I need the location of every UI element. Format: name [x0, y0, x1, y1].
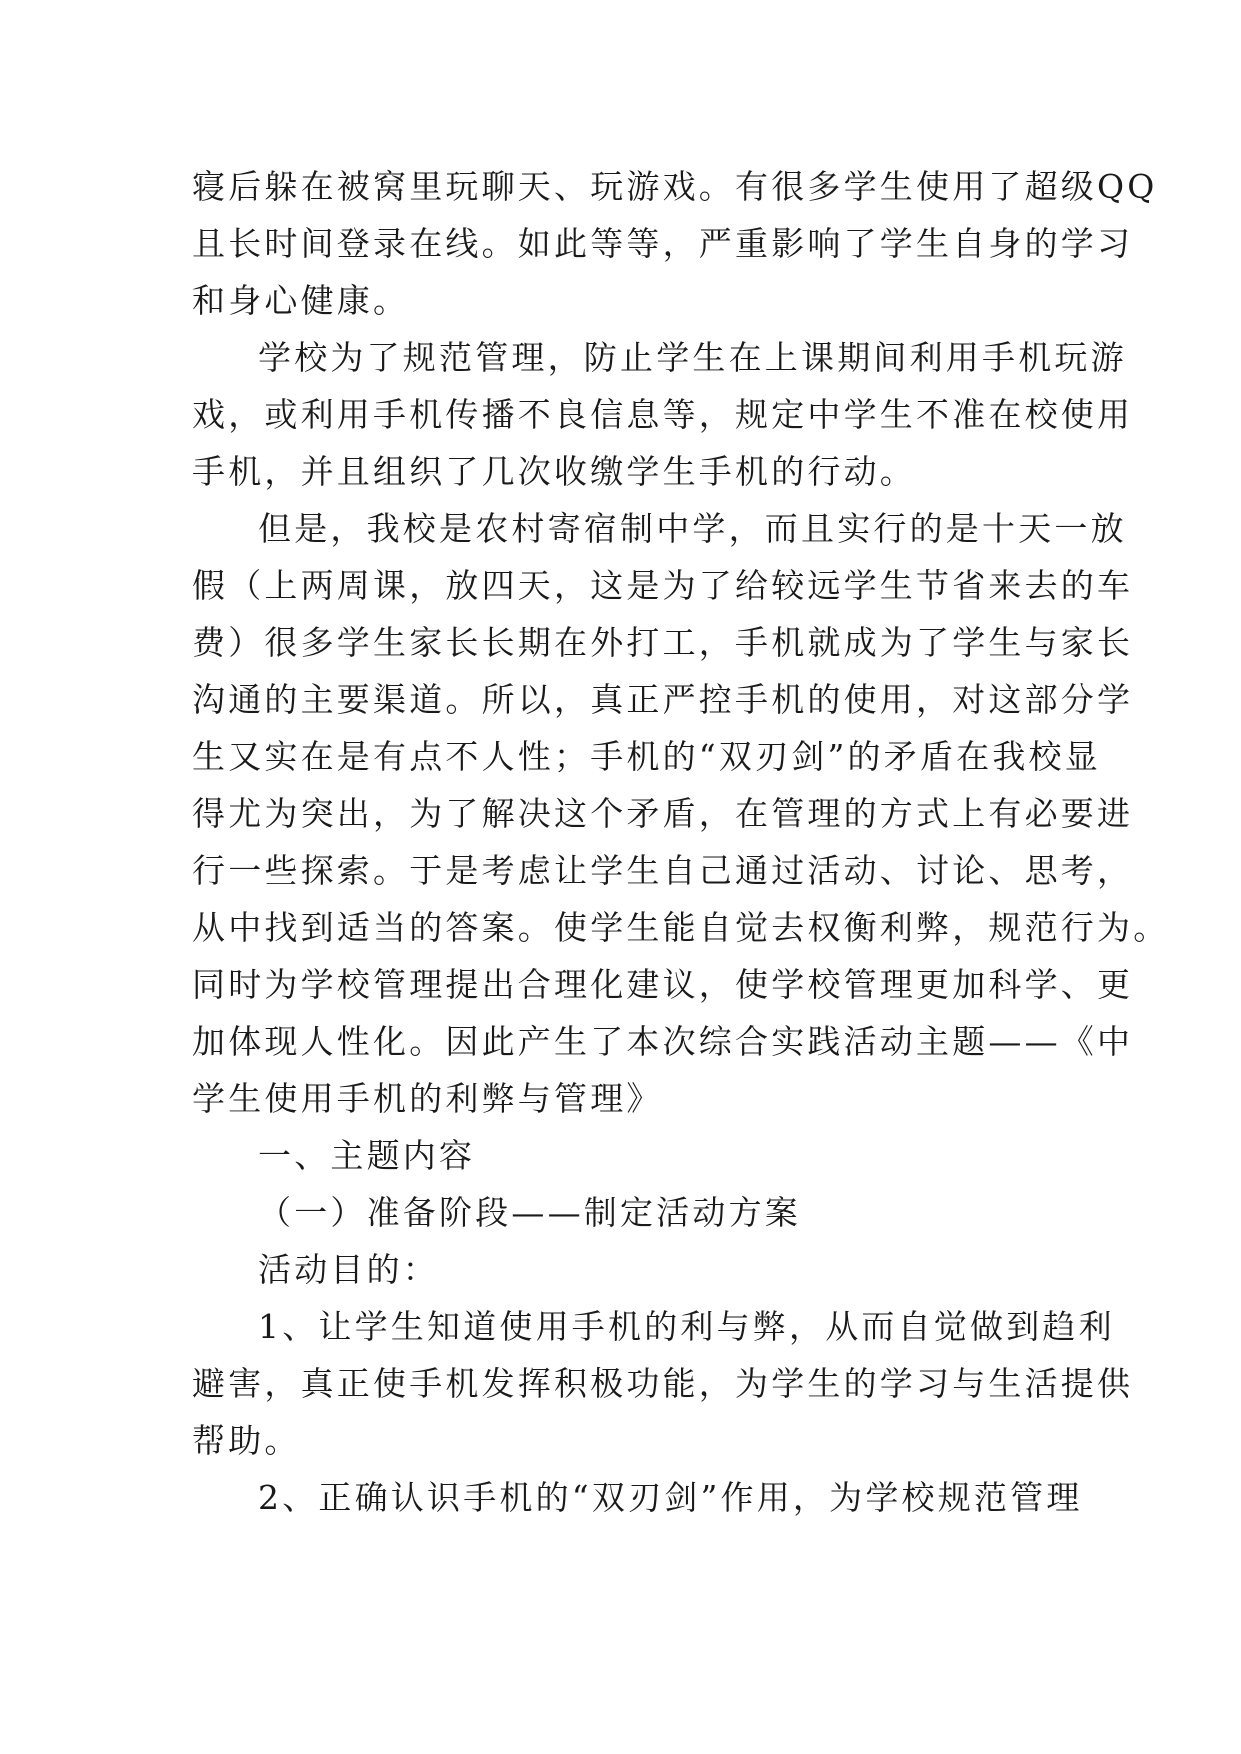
section-heading: 一、主题内容 — [258, 1136, 476, 1175]
text-line: 费）很多学生家长长期在外打工，手机就成为了学生与家长 — [192, 623, 1134, 662]
list-item: 2、正确认识手机的“双刃剑”作用，为学校规范管理 — [258, 1478, 1083, 1517]
text-line: 行一些探索。于是考虑让学生自己通过活动、讨论、思考， — [192, 851, 1134, 890]
text-line: 避害，真正使手机发挥积极功能，为学生的学习与生活提供 — [192, 1364, 1134, 1403]
text-line: 但是，我校是农村寄宿制中学，而且实行的是十天一放 — [258, 509, 1127, 548]
text-line: 戏，或利用手机传播不良信息等，规定中学生不准在校使用 — [192, 395, 1134, 434]
document-body — [192, 158, 1170, 1526]
list-item: 1、让学生知道使用手机的利与弊，从而自觉做到趋利 — [258, 1307, 1115, 1346]
text-line: 帮助。 — [192, 1421, 301, 1460]
text-line: 活动目的： — [258, 1250, 439, 1289]
text-line: 加体现人性化。因此产生了本次综合实践活动主题——《中 — [192, 1022, 1134, 1061]
text-line: 得尤为突出，为了解决这个矛盾，在管理的方式上有必要进 — [192, 794, 1134, 833]
text-line: 从中找到适当的答案。使学生能自觉去权衡利弊，规范行为。 — [192, 908, 1170, 947]
subsection-heading: （一）准备阶段——制定活动方案 — [258, 1193, 801, 1232]
text-line: 沟通的主要渠道。所以，真正严控手机的使用，对这部分学 — [192, 680, 1134, 719]
text-line: 手机，并且组织了几次收缴学生手机的行动。 — [192, 452, 916, 491]
text-line: 寝后躲在被窝里玩聊天、玩游戏。有很多学生使用了超级QQ — [192, 167, 1158, 206]
text-line: 同时为学校管理提出合理化建议，使学校管理更加科学、更 — [192, 965, 1134, 1004]
text-line: 生又实在是有点不人性；手机的“双刃剑”的矛盾在我校显 — [192, 737, 1101, 776]
text-line: 学校为了规范管理，防止学生在上课期间利用手机玩游 — [258, 338, 1127, 377]
text-line: 且长时间登录在线。如此等等，严重影响了学生自身的学习 — [192, 224, 1134, 263]
text-line: 和身心健康。 — [192, 281, 410, 320]
text-line: 假（上两周课，放四天，这是为了给较远学生节省来去的车 — [192, 566, 1134, 605]
text-line: 学生使用手机的利弊与管理》 — [192, 1079, 663, 1118]
